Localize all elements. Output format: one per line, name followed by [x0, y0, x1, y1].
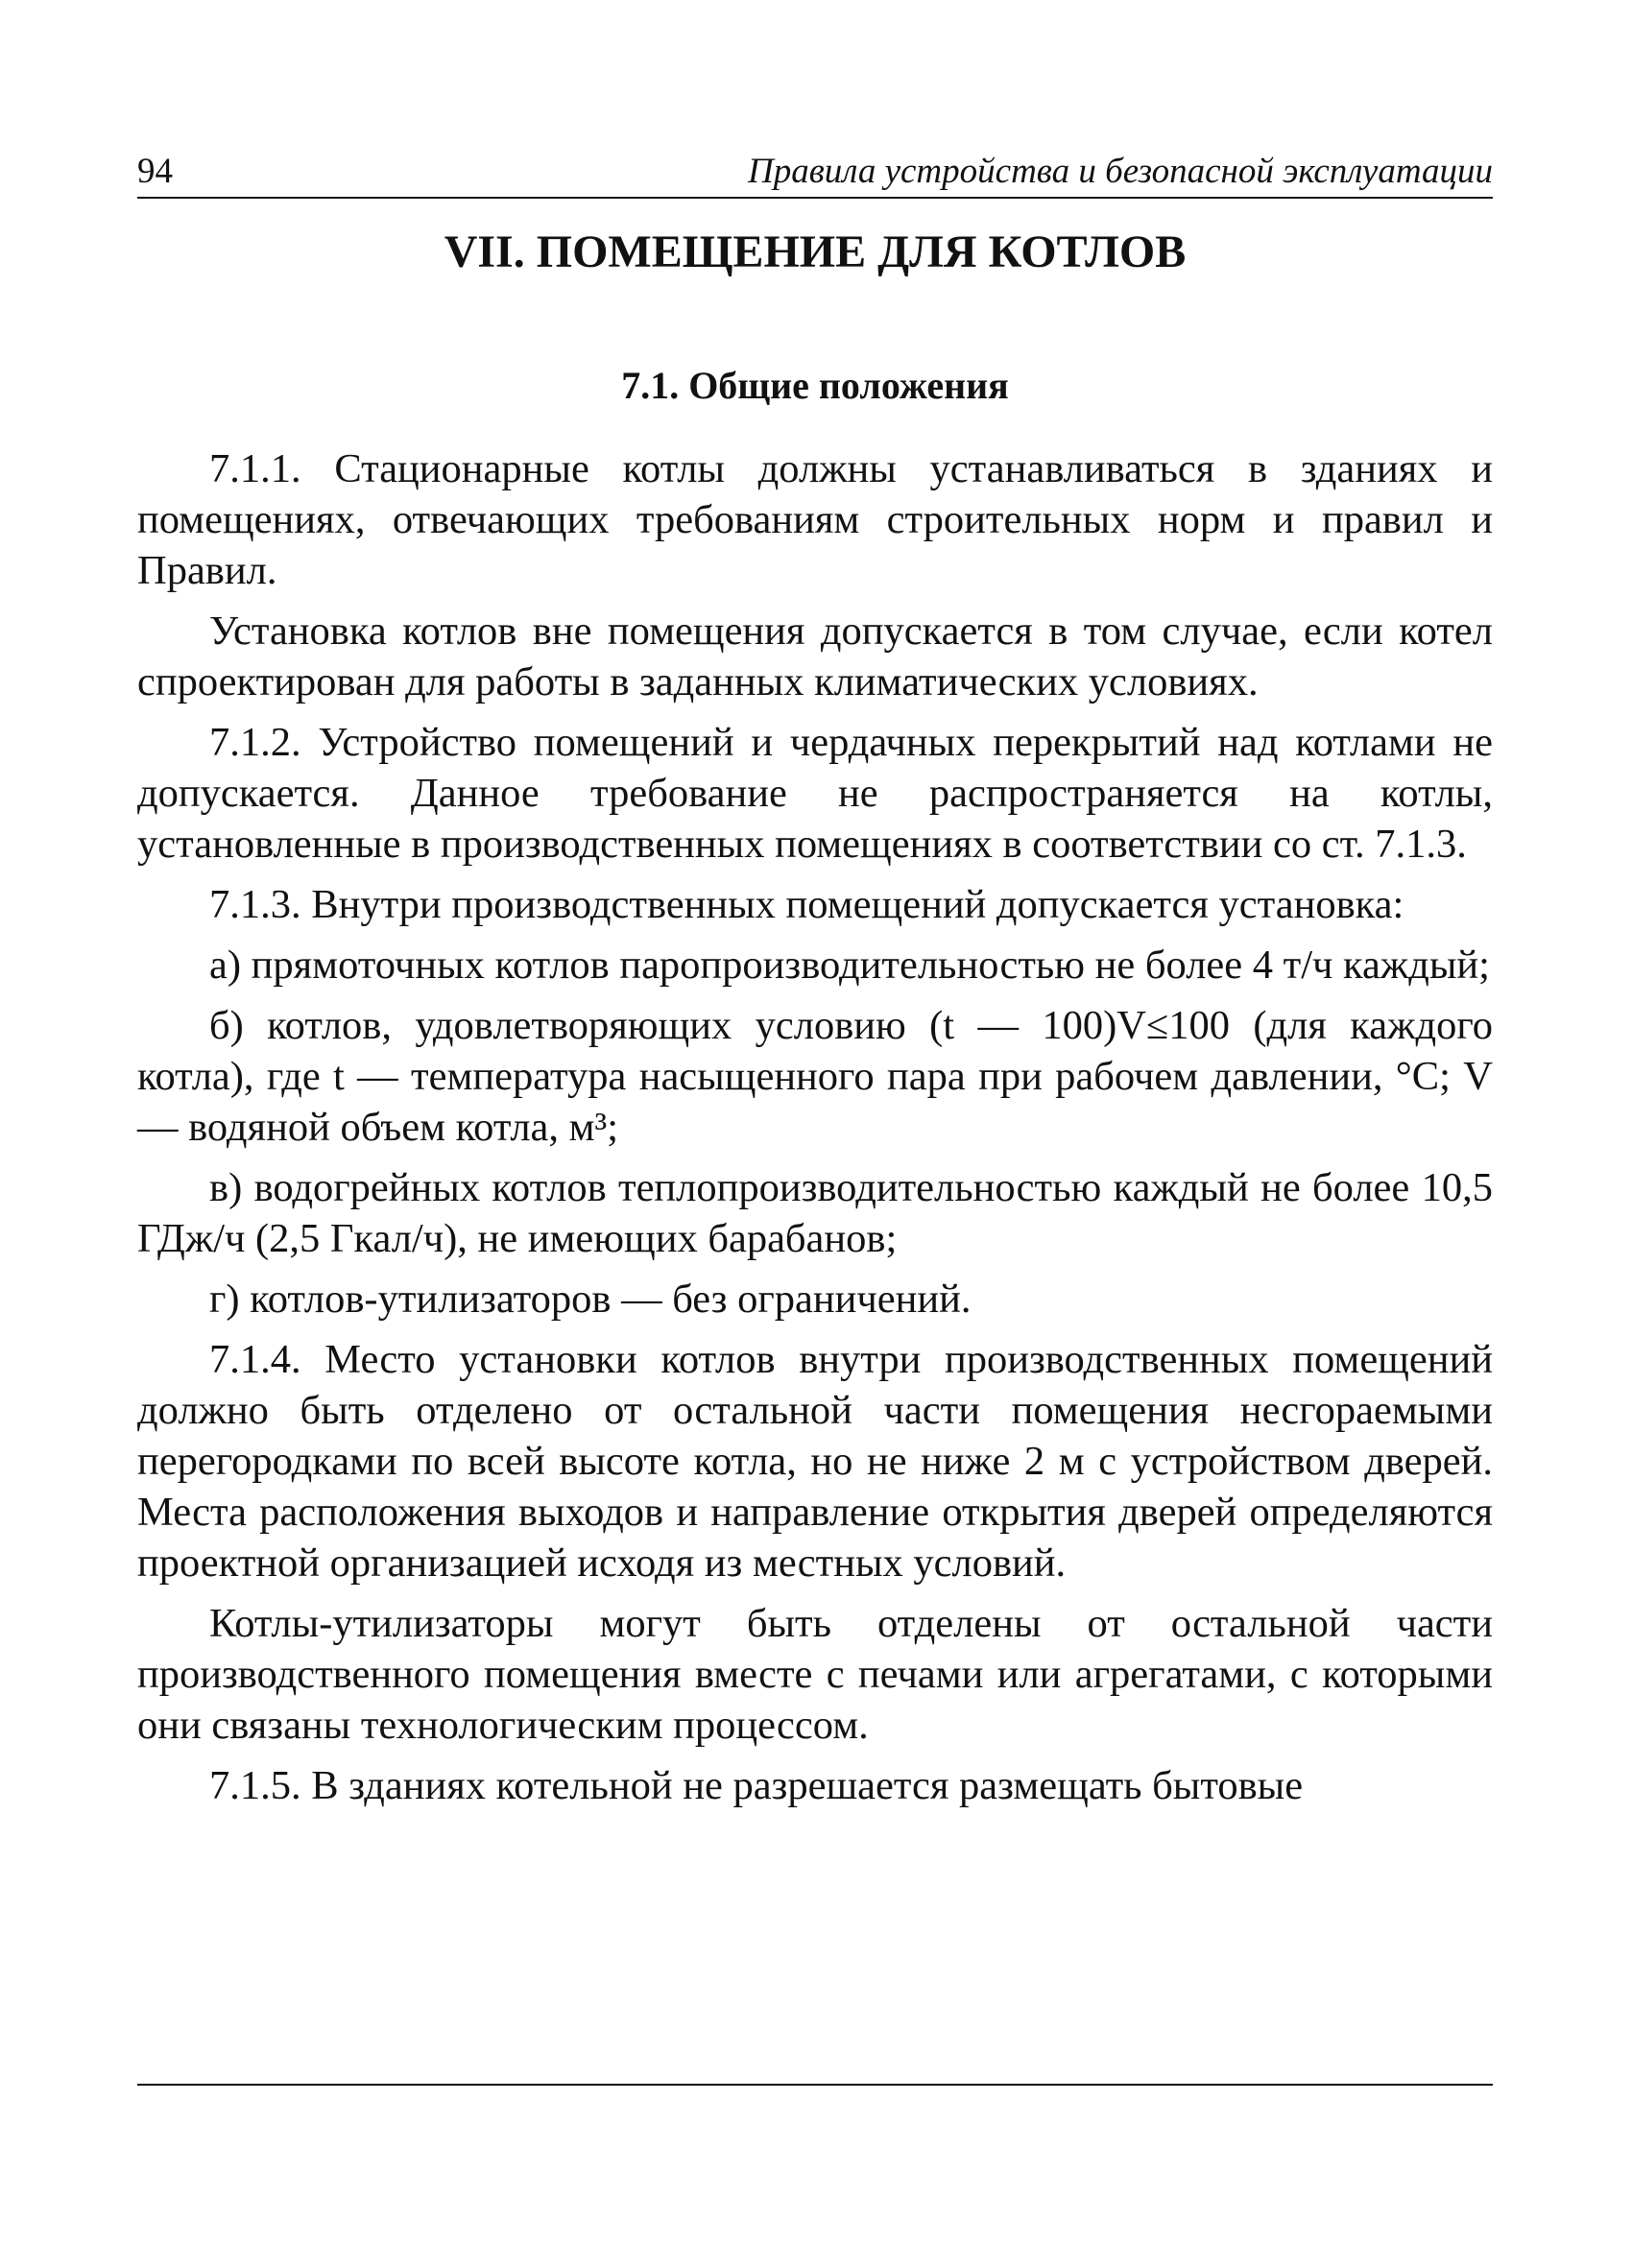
page [137, 154, 1493, 1821]
list-item-a: а) прямоточных котлов паропроизводительностью не более 4 т/ч каждый; [209, 942, 1490, 988]
paragraph-7-1-3: 7.1.3. Внутри производственных помещений допускается установка: [209, 881, 1404, 927]
paragraph-7-1-2: 7.1.2. Устройство помещений и чердачных перекрытий над котлами не допускается. Данное требование не распространяется на котлы, установленные в производственных помещениях в соответствии со ст. 7.1.3. [137, 719, 1493, 867]
chapter-title: VII. ПОМЕЩЕНИЕ ДЛЯ КОТЛОВ [444, 227, 1187, 277]
paragraph-7-1-1: 7.1.1. Стационарные котлы должны устанавливаться в зданиях и помещениях, отвечающих требованиям строительных норм и правил и Правил. [137, 445, 1493, 593]
paragraph-waste-heat-boilers: Котлы-утилизаторы могут быть отделены от остальной части производственного помещения вместе с печами или агрегатами, с которыми они связаны технологическим процессом. [137, 1600, 1493, 1748]
paragraph-outdoor-installation: Установка котлов вне помещения допускается в том случае, если котел спроектирован для работы в заданных климатических условиях. [137, 608, 1493, 704]
section-title: 7.1. Общие положения [621, 363, 1009, 407]
paragraph-7-1-4: 7.1.4. Место установки котлов внутри производственных помещений должно быть отделено от остальной части помещения несгораемыми перегородками по всей высоте котла, но не ниже 2 м с устройством дверей. Места расположения выходов и направление открытия дверей определяются проектной организацией исходя из местных условий. [137, 1336, 1493, 1586]
footer-rule [137, 2084, 1493, 2086]
body-text [137, 443, 1493, 1811]
list-item-g: г) котлов-утилизаторов — без ограничений. [209, 1276, 972, 1322]
running-header [137, 154, 1493, 199]
list-item-b: б) котлов, удовлетворяющих условию (t — 100)V≤100 (для каждого котла), где t — температура насыщенного пара при рабочем давлении, °С; V — водяной объем котла, м³; [137, 1002, 1493, 1150]
running-title: Правила устройства и безопасной эксплуатации [747, 152, 1493, 191]
page-number: 94 [137, 152, 173, 191]
paragraph-7-1-5: 7.1.5. В зданиях котельной не разрешается размещать бытовые [209, 1762, 1304, 1808]
list-item-v: в) водогрейных котлов теплопроизводительностью каждый не более 10,5 ГДж/ч (2,5 Гкал/ч), не имеющих барабанов; [137, 1164, 1493, 1261]
